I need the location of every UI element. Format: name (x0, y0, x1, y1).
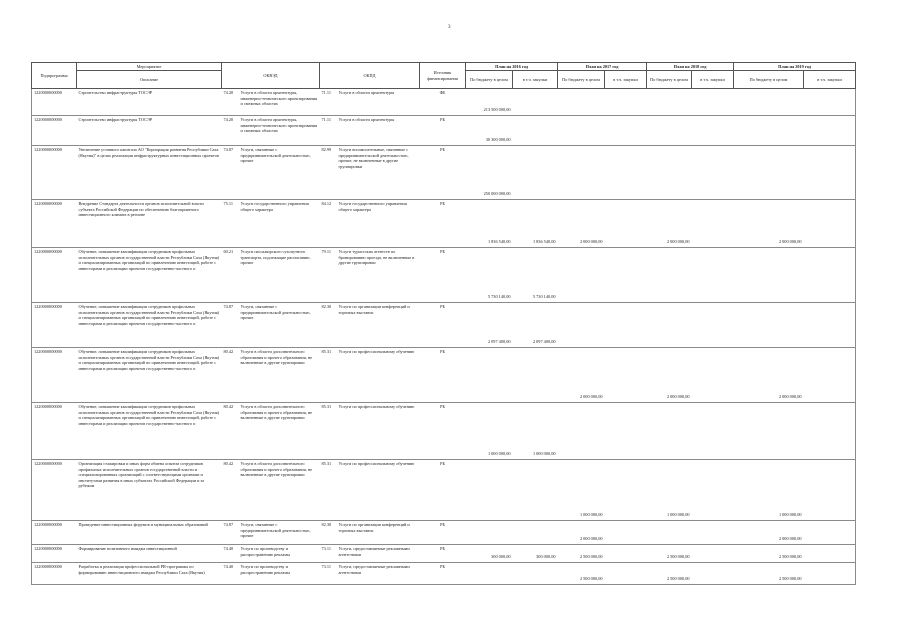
subprogram-code: 1220000000000 (32, 563, 77, 585)
plan-2018-total (647, 146, 692, 200)
plan-2017-purchase (605, 303, 647, 348)
plan-2018-purchase (692, 545, 734, 563)
okpd-cell (320, 303, 420, 348)
okpd-code: 73.11 (321, 546, 332, 552)
okpd-code: 73.11 (321, 564, 332, 570)
okpd-text: Услуги, предоставляемые рекламными агентствами (338, 546, 410, 557)
funding-source: РБ (440, 201, 445, 207)
subprogram-code: 1220000000000 (32, 146, 77, 200)
plan-2019-purchase (804, 521, 856, 545)
subprogram-code: 1220000000000 (32, 200, 77, 248)
okved-code: 60.21 (223, 249, 234, 255)
plan-2018-purchase (692, 248, 734, 303)
okpd-code: 71.11 (321, 90, 332, 96)
measure-name: Внедрение Стандарта деятельности органов исполнительной власти субъекта Российской Федерации по обеспечению благоприятного инвестиционного климата в регионе (78, 201, 204, 218)
subprogram-code: 1220000000000 (32, 348, 77, 403)
plan-2016-total: 250 000 000,00 (483, 190, 511, 196)
plan-2017-total: 2 500 000,00 (579, 553, 603, 559)
okpd-text: Услуги по профессиональному обучению (338, 461, 415, 467)
table-row (32, 303, 856, 348)
plan-2019-total (734, 403, 804, 460)
plan-2017-total: 2 500 000,00 (579, 575, 603, 581)
plan-2019-total: 2 000 000,00 (778, 393, 802, 399)
okved-code: 80.42 (223, 404, 234, 410)
plan-2018-total: 2 000 000,00 (666, 238, 690, 244)
subprogram-code: 1220000000000 (32, 248, 77, 303)
plan-2018-purchase (692, 116, 734, 146)
plan-2017-total (558, 89, 605, 116)
okpd-cell (320, 348, 420, 403)
table-row (32, 460, 856, 521)
plan-2016-total: 213 500 000,00 (483, 106, 511, 112)
okved-cell (222, 403, 320, 460)
okpd-cell (320, 116, 420, 146)
okved-text: Услуги по производству и распространению рекламы (240, 546, 290, 557)
okved-code: 74.20 (223, 117, 234, 123)
subprogram-code: 1220000000000 (32, 116, 77, 146)
okved-cell (222, 248, 320, 303)
plan-2019-purchase (804, 563, 856, 585)
plan-2016-total: 2 097 400,00 (487, 338, 511, 344)
funding-source: РБ (440, 564, 445, 570)
header-2018-total: По бюджету в целом (647, 71, 692, 89)
funding-source: РБ (440, 349, 445, 355)
plan-2019-purchase (804, 248, 856, 303)
subprogram-code: 1220000000000 (32, 89, 77, 116)
header-plan-2018: План на 2018 год (647, 63, 734, 71)
measure-name: Проведение инвестиционных форумов и муниципальных образований (78, 522, 208, 528)
plan-2017-total (558, 248, 605, 303)
plan-2017-purchase (605, 200, 647, 248)
funding-source: РБ (440, 249, 445, 255)
okved-text: Услуги в области дополнительного образования и прочего образования, не включенные в другие группировки (240, 349, 313, 366)
measure-name: Формирование позитивного имиджа инвестиционной (78, 546, 177, 552)
plan-2018-total: 2 500 000,00 (666, 575, 690, 581)
plan-2018-purchase (692, 563, 734, 585)
header-subprogram: Подпрограмма (32, 63, 77, 89)
okpd-cell (320, 403, 420, 460)
funding-source: ФБ (439, 90, 446, 96)
plan-2016-total (466, 521, 513, 545)
plan-2019-purchase (804, 460, 856, 521)
okpd-code: 82.30 (321, 304, 332, 310)
plan-2018-purchase (692, 146, 734, 200)
plan-2018-purchase (692, 89, 734, 116)
plan-2018-total: 2 500 000,00 (666, 553, 690, 559)
plan-2016-purchase (513, 563, 558, 585)
funding-source: РБ (440, 147, 445, 153)
measure-name: Обучение, повышение квалификации сотрудников профильных исполнительных органов государственной власти Республики Саха (Якутия) и специализированных организаций по привлечению инвестиций, работе с инвесторами и реализации проектов государственно-частного п (78, 249, 220, 271)
okpd-text: Услуги туристских агентств по бронированию проезда, не включенные в другие группировки (338, 249, 415, 266)
okved-text: Услуги государственного управления общего характера (240, 201, 309, 212)
header-measure: Мероприятие (77, 63, 222, 71)
measure-name: Увеличение уставного капитала АО "Корпорация развития Республики Саха (Якутия)" в целях реализации инфраструктурных инвестиционных проектов (78, 147, 219, 158)
plan-2019-total (734, 146, 804, 200)
header-2017-total: По бюджету в целом (558, 71, 605, 89)
okved-text: Услуги в области дополнительного образования и прочего образования, не включенные в другие группировки (240, 404, 313, 421)
plan-2019-total (734, 89, 804, 116)
plan-2016-purchase: 1 000 000,00 (532, 450, 556, 456)
plan-2016-total: 5 730 140,00 (487, 293, 511, 299)
subprogram-code: 1220000000000 (32, 303, 77, 348)
plan-2018-total: 1 000 000,00 (666, 511, 690, 517)
plan-2016-purchase (513, 521, 558, 545)
okved-text: Услуги в области архитектуры, инженерно-технического проектирования и смежных областях (240, 117, 318, 134)
plan-2016-purchase: 300 000,00 (536, 553, 556, 559)
okpd-code: 85.31 (321, 461, 332, 467)
header-plan-2019: План на 2019 год (734, 63, 856, 71)
plan-2017-purchase (605, 521, 647, 545)
okpd-code: 85.31 (321, 404, 332, 410)
subprogram-code: 1220000000000 (32, 545, 77, 563)
header-2018-purchase: в т.ч. закупки (692, 71, 734, 89)
plan-2016-purchase (513, 116, 558, 146)
okved-text: Услуги, связанные с предпринимательской деятельностью, прочие (240, 304, 311, 321)
okved-cell (222, 89, 320, 116)
funding-source: РБ (440, 404, 445, 410)
plan-2018-total (647, 403, 692, 460)
plan-2017-total: 2 000 000,00 (579, 535, 603, 541)
header-2017-purchase: в т.ч. закупки (605, 71, 647, 89)
okpd-text: Услуги по организации конференций и торговых выставок (338, 522, 410, 533)
measure-name: Обучение, повышение квалификации сотрудников профильных исполнительных органов государственной власти Республики Саха (Якутия) и специализированных организаций по привлечению инвестиций, работе с инвесторами и реализации проектов государственно-частного п (78, 349, 220, 371)
okpd-text: Услуги государственного управления общего характера (338, 201, 407, 212)
plan-2016-total (466, 348, 513, 403)
measure-name: Организация стажировки и иных форм обмена опытом сотрудников профильных исполнительных органов государственной власти и специализированных организаций с соответствующими органами и институтами развития в иных субъектах Российской Федерации и за рубежом (78, 461, 205, 489)
plan-2017-purchase (605, 460, 647, 521)
okpd-cell (320, 200, 420, 248)
funding-source: РБ (440, 117, 445, 123)
plan-2016-purchase (513, 146, 558, 200)
plan-2017-total (558, 146, 605, 200)
header-plan-2017: План на 2017 год (558, 63, 647, 71)
measure-name: Строительство инфраструктуры ТОСЭР (78, 117, 153, 123)
plan-2017-total (558, 116, 605, 146)
okpd-cell (320, 460, 420, 521)
okpd-code: 82.30 (321, 522, 332, 528)
okved-cell (222, 303, 320, 348)
plan-2019-purchase (804, 403, 856, 460)
subprogram-code: 1220000000000 (32, 403, 77, 460)
plan-2016-purchase (513, 460, 558, 521)
okved-text: Услуги в области дополнительного образования и прочего образования, не включенные в другие группировки (240, 461, 313, 478)
header-2019-total: По бюджету в целом (734, 71, 804, 89)
plan-2017-purchase (605, 545, 647, 563)
table-row (32, 89, 856, 116)
plan-2016-total: 30 300 000,00 (485, 136, 511, 142)
measure-name: Строительство инфраструктуры ТОСЭР (78, 90, 153, 96)
okved-text: Услуги, связанные с предпринимательской деятельностью, прочие (240, 147, 311, 164)
plan-2017-purchase (605, 248, 647, 303)
okpd-text: Услуги, предоставляемые рекламными агентствами (338, 564, 410, 575)
okpd-cell (320, 248, 420, 303)
plan-2017-purchase (605, 89, 647, 116)
plan-2016-purchase (513, 89, 558, 116)
plan-2019-purchase (804, 545, 856, 563)
header-2016-purchase: в т.ч. закупки (513, 71, 558, 89)
plan-2019-purchase (804, 116, 856, 146)
subprogram-code: 1220000000000 (32, 460, 77, 521)
table-row (32, 146, 856, 200)
plan-2018-total: 2 000 000,00 (666, 393, 690, 399)
okpd-code: 79.11 (321, 249, 332, 255)
plan-2017-total (558, 303, 605, 348)
okpd-cell (320, 521, 420, 545)
okpd-text: Услуги по профессиональному обучению (338, 349, 415, 355)
okpd-cell (320, 545, 420, 563)
plan-2017-purchase (605, 563, 647, 585)
okpd-code: 71.11 (321, 117, 332, 123)
measure-name: Обучение, повышение квалификации сотрудников профильных исполнительных органов государственной власти Республики Саха (Якутия) и специализированных организаций по привлечению инвестиций, работе с инвесторами и реализации проектов государственно-частного п (78, 404, 220, 426)
okved-cell (222, 521, 320, 545)
plan-2017-purchase (605, 146, 647, 200)
okpd-text: Услуги по профессиональному обучению (338, 404, 415, 410)
plan-2016-total: 300 000,00 (491, 553, 511, 559)
okved-code: 74.87 (223, 304, 234, 310)
plan-2017-purchase (605, 116, 647, 146)
table-row (32, 563, 856, 585)
plan-2018-purchase (692, 403, 734, 460)
plan-2018-purchase (692, 348, 734, 403)
plan-2018-total (647, 521, 692, 545)
plan-2017-purchase (605, 348, 647, 403)
plan-2019-total (734, 248, 804, 303)
procurement-plan-table (31, 62, 856, 585)
okved-code: 74.40 (223, 564, 234, 570)
plan-2018-purchase (692, 521, 734, 545)
okved-text: Услуги в области архитектуры, инженерно-технического проектирования и смежных областях (240, 90, 318, 107)
plan-2018-total (647, 248, 692, 303)
okpd-code: 82.99 (321, 147, 332, 153)
okved-text: Услуги пассажирского сухопутного транспорта, подлежащие расписанию, прочие (240, 249, 311, 266)
okved-code: 80.42 (223, 461, 234, 467)
okved-cell (222, 545, 320, 563)
okved-cell (222, 563, 320, 585)
okpd-cell (320, 89, 420, 116)
plan-2019-total: 2 500 000,00 (778, 575, 802, 581)
okpd-text: Услуги по организации конференций и торговых выставок (338, 304, 410, 315)
table-row (32, 200, 856, 248)
okved-code: 80.42 (223, 349, 234, 355)
okpd-code: 85.31 (321, 349, 332, 355)
table-row (32, 545, 856, 563)
okved-code: 75.11 (223, 201, 234, 207)
okpd-cell (320, 563, 420, 585)
plan-2019-purchase (804, 348, 856, 403)
plan-2017-purchase (605, 403, 647, 460)
plan-2016-total (466, 563, 513, 585)
plan-2016-purchase: 5 730 140,00 (532, 293, 556, 299)
okpd-text: Услуги вспомогательные, связанные с предпринимательской деятельностью, прочие, не включенные в другие группировки (338, 147, 409, 169)
okpd-cell (320, 146, 420, 200)
okved-cell (222, 200, 320, 248)
plan-2019-total: 2 000 000,00 (778, 238, 802, 244)
okved-cell (222, 348, 320, 403)
plan-2017-total: 1 000 000,00 (579, 511, 603, 517)
funding-source: РБ (440, 461, 445, 467)
plan-2017-total (558, 403, 605, 460)
funding-source: РБ (440, 304, 445, 310)
plan-2019-purchase (804, 303, 856, 348)
plan-2019-total (734, 303, 804, 348)
plan-2018-purchase (692, 200, 734, 248)
plan-2019-total: 2 000 000,00 (778, 535, 802, 541)
table-row (32, 116, 856, 146)
plan-2019-total: 2 500 000,00 (778, 553, 802, 559)
okved-cell (222, 116, 320, 146)
table-row (32, 348, 856, 403)
funding-source: РБ (440, 522, 445, 528)
plan-2016-purchase: 2 097 400,00 (532, 338, 556, 344)
table-row (32, 248, 856, 303)
plan-2019-purchase (804, 89, 856, 116)
plan-2016-total: 1 836 540,00 (487, 238, 511, 244)
okved-cell (222, 146, 320, 200)
plan-2017-total: 2 000 000,00 (579, 238, 603, 244)
plan-2016-purchase: 1 836 540,00 (532, 238, 556, 244)
measure-name: Разработка и реализация профессиональной PR-программы по формированию инвестиционного имиджа Республики Саха (Якутия) (78, 564, 205, 575)
okpd-code: 84.12 (321, 201, 332, 207)
header-okved: ОКВЭД (222, 63, 320, 89)
page-number: 3 (448, 25, 451, 30)
plan-2019-total (734, 116, 804, 146)
plan-2019-total: 1 000 000,00 (778, 511, 802, 517)
header-okpd: ОКПД (320, 63, 420, 89)
subprogram-code: 1220000000000 (32, 521, 77, 545)
plan-2016-total: 1 000 000,00 (487, 450, 511, 456)
header-source: Источник финансирования (420, 63, 466, 89)
okpd-text: Услуги в области архитектуры (338, 90, 395, 96)
table-row (32, 403, 856, 460)
okpd-text: Услуги в области архитектуры (338, 117, 395, 123)
header-measure-name: Описание (77, 71, 222, 89)
plan-2017-total: 2 000 000,00 (579, 393, 603, 399)
plan-2018-total (647, 116, 692, 146)
header-plan-2016: План на 2016 год (466, 63, 558, 71)
okved-text: Услуги по производству и распространению рекламы (240, 564, 290, 575)
okved-code: 74.87 (223, 522, 234, 528)
okved-text: Услуги, связанные с предпринимательской деятельностью, прочие (240, 522, 311, 539)
plan-2018-purchase (692, 303, 734, 348)
okved-cell (222, 460, 320, 521)
plan-2018-purchase (692, 460, 734, 521)
plan-2019-purchase (804, 200, 856, 248)
plan-2019-purchase (804, 146, 856, 200)
header-2019-purchase: в т.ч. закупки (804, 71, 856, 89)
plan-2018-total (647, 89, 692, 116)
okved-code: 74.20 (223, 90, 234, 96)
table-row (32, 521, 856, 545)
funding-source: РБ (440, 546, 445, 552)
plan-2018-total (647, 303, 692, 348)
okved-code: 74.40 (223, 546, 234, 552)
plan-2016-total (466, 460, 513, 521)
header-2016-total: По бюджету в целом (466, 71, 513, 89)
okved-code: 74.87 (223, 147, 234, 153)
plan-2016-purchase (513, 348, 558, 403)
measure-name: Обучение, повышение квалификации сотрудников профильных исполнительных органов государственной власти Республики Саха (Якутия) и специализированных организаций по привлечению инвестиций, работе с инвесторами и реализации проектов государственно-частного п (78, 304, 220, 326)
